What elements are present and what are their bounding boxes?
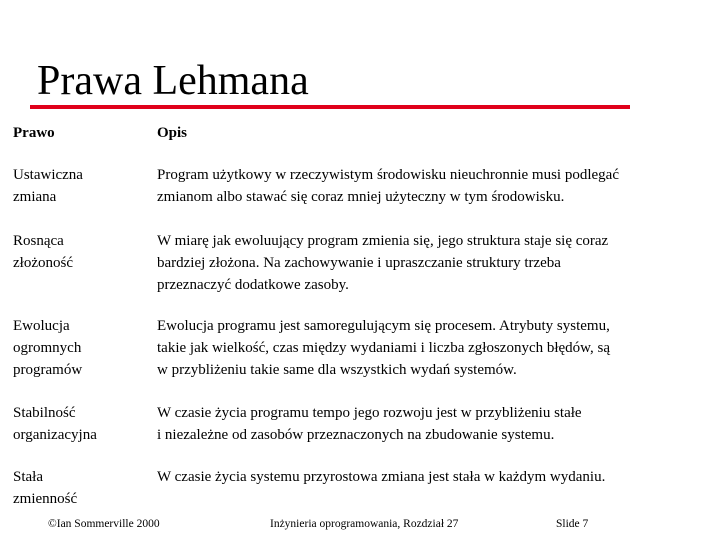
column-header-law: Prawo: [13, 125, 55, 141]
law-name: Ewolucja ogromnych programów: [13, 318, 83, 378]
column-header-description: Opis: [157, 125, 188, 141]
law-description: W miarę jak ewoluujący program zmienia się, jego struktura staje się coraz bardziej złożona. Na zachowywanie i upraszczanie struktury trzeba przeznaczyć dodatkowe zasoby.: [157, 233, 609, 293]
law-name: Ustawiczna zmiana: [13, 167, 83, 205]
law-name: Rosnąca złożoność: [13, 233, 73, 271]
slide-title: Prawa Lehmana: [37, 58, 309, 104]
law-description: Program użytkowy w rzeczywistym środowisku nieuchronnie musi podlegać zmianom albo stawać się coraz mniej użyteczny w tym środowisku.: [157, 167, 619, 205]
law-description: W czasie życia systemu przyrostowa zmiana jest stała w każdym wydaniu.: [157, 469, 606, 485]
law-description: W czasie życia programu tempo jego rozwoju jest w przybliżeniu stałe i niezależne od zasobów przeznaczonych na zbudowanie systemu.: [157, 405, 582, 443]
law-name: Stabilność organizacyjna: [13, 405, 97, 443]
title-underline: [30, 105, 630, 109]
footer-course: Inżynieria oprogramowania, Rozdział 27: [270, 518, 459, 530]
footer-slide-number: Slide 7: [556, 518, 589, 530]
footer-copyright: ©Ian Sommerville 2000: [48, 518, 160, 530]
law-name: Stała zmienność: [13, 469, 78, 507]
law-description: Ewolucja programu jest samoregulującym się procesem. Atrybuty systemu, takie jak wielkość, czas między wydaniami i liczba zgłoszonych błędów, są w przybliżeniu takie same dla wszystkich wydań systemów.: [157, 318, 611, 378]
